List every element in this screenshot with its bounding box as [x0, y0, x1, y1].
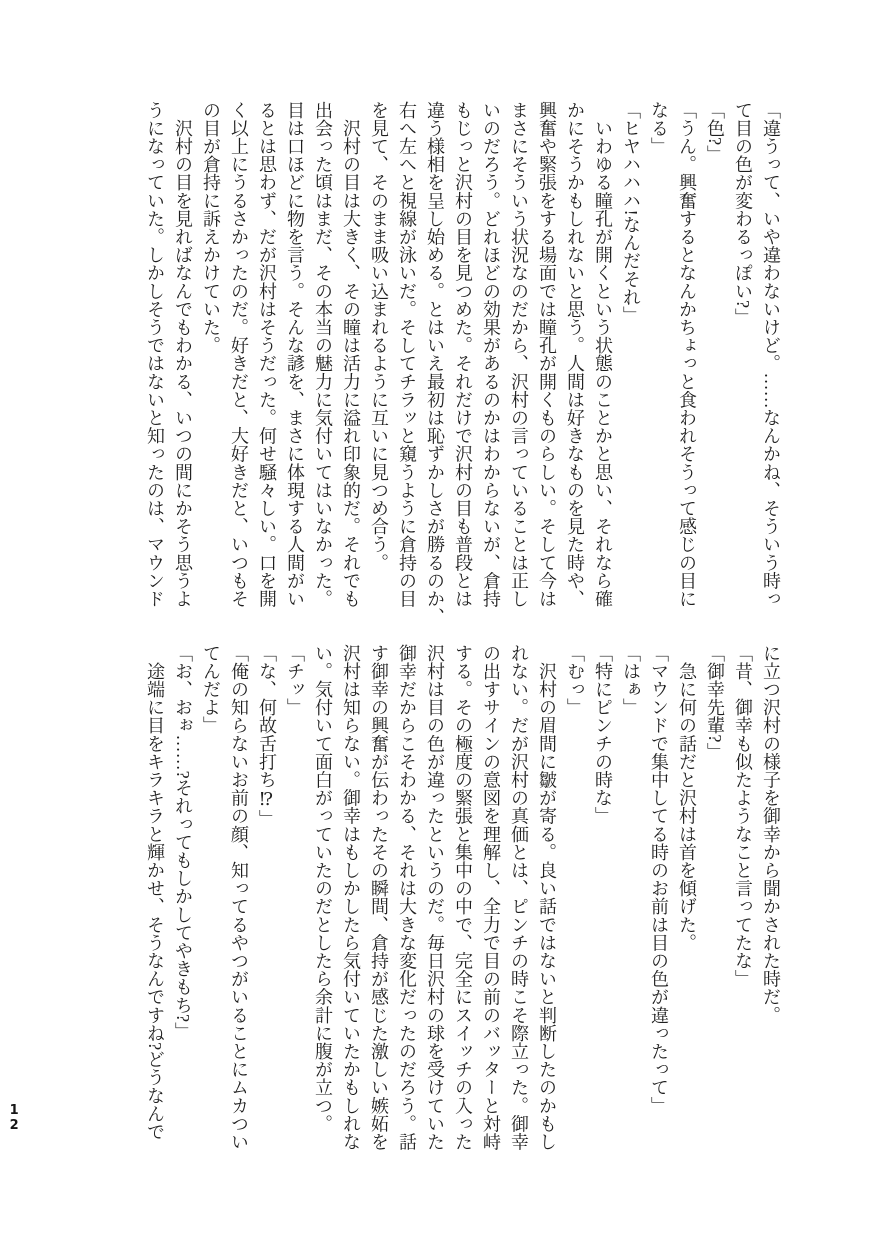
text-line: てんだよ」: [201, 644, 221, 735]
text-line: い。気付いて面白がっていたのだとしたら余計に腹が立つ。: [313, 644, 333, 1133]
text-line: 右へ左へと視線が泳いだ。そしてチラッと窺うように倉持の目: [397, 101, 417, 608]
upper-text-block: [141, 101, 785, 626]
text-line: 「マウンドで集中してる時のお前は目の色が違ったって」: [649, 644, 669, 1115]
text-line: 「違うって、いや違わないけど。……なんかね、そういう時っ: [761, 101, 781, 608]
text-line: かにそうかもしれないと思う。人間は好きなものを見た時や、: [565, 101, 585, 608]
text-line: 「色?」: [705, 101, 725, 164]
text-line: 沢村は知らない。御幸はもしかしたら気付いていたかもしれな: [341, 644, 361, 1151]
text-line: 「俺の知らないお前の顔、知ってるやつがいることにムカつい: [229, 644, 249, 1151]
text-line: 目は口ほどに物を言う。そんな諺を、まさに体現する人間がい: [285, 101, 305, 608]
text-line: 出会った頃はまだ、その本当の魅力に気付いてはいなかった。: [313, 101, 333, 608]
text-line: す御幸の興奮が伝わったその瞬間、倉持が感じた激しい嫉妬を: [369, 644, 389, 1151]
text-line: いのだろう。どれほどの効果があるのかはわからないが、倉持: [481, 101, 501, 608]
text-line: する。その極度の緊張と集中の中で、完全にスイッチの入った: [453, 644, 473, 1151]
text-line: るとは思わず、だが沢村はそうだった。何せ騒々しい。口を開: [257, 101, 277, 608]
text-line: を見て、そのまま吸い込まれるように互いに見つめ合う。: [369, 101, 389, 572]
text-line: 「な、何故舌打ち⁉」: [257, 644, 277, 828]
text-line: 「お、おぉ……?それってもしかしてやきもち?」: [173, 644, 193, 1041]
text-line: 「特にピンチの時な」: [593, 644, 613, 825]
text-line: 沢村の目は大きく、その瞳は活力に溢れ印象的だ。それでも: [341, 101, 361, 608]
text-line: て目の色が変わるっぽい?」: [733, 101, 753, 327]
text-line: 「ヒヤハハハ!なんだそれ」: [621, 101, 641, 325]
text-line: 興奮や緊張をする場面では瞳孔が開くものらしい。そして今は: [537, 101, 557, 608]
text-line: もじっと沢村の目を見つめた。それだけで沢村の目も普段とは: [453, 101, 473, 608]
text-line: 沢村の眉間に皺が寄る。良い話ではないと判断したのかもし: [537, 644, 557, 1151]
text-line: 「はぁ」: [621, 644, 641, 717]
text-line: 途端に目をキラキラと輝かせ、そうなんですね?どうなんで: [145, 644, 165, 1141]
text-line: いわゆる瞳孔が開くという状態のことかと思い、それなら確: [593, 101, 613, 608]
text-line: まさにそういう状況なのだから、沢村の言っていることは正し: [509, 101, 529, 608]
text-line: 沢村の目を見ればなんでもわかる、いつの間にかそう思うよ: [173, 101, 193, 608]
text-line: 違う様相を呈し始める。とはいえ最初は恥ずかしさが勝るのか、: [425, 101, 445, 626]
text-line: く以上にうるさかったのだ。好きだと、大好きだと、いつもそ: [229, 101, 249, 608]
text-line: 急に何の話だと沢村は首を傾げた。: [677, 644, 697, 952]
text-line: 沢村は目の色が違ったというのだ。毎日沢村の球を受けていた: [425, 644, 445, 1151]
lower-text-block: [141, 644, 785, 1150]
text-line: なる」: [649, 101, 669, 156]
text-line: の目が倉持に訴えかけていた。: [201, 101, 221, 355]
text-line: 御幸だからこそわかる、それは大きな変化だったのだろう。話: [397, 644, 417, 1151]
text-line: うになっていた。しかしそうではないと知ったのは、マウンド: [145, 101, 165, 608]
page-number: 12: [6, 1103, 22, 1133]
text-line: に立つ沢村の様子を御幸から聞かされた時だ。: [761, 644, 781, 1025]
text-line: 「うん。興奮するとなんかちょっと食われそうって感じの目に: [677, 101, 697, 608]
text-line: 「昔、御幸も似たようなこと言ってたな」: [733, 644, 753, 988]
text-line: の出すサインの意図を理解し、全力で目の前のバッターと対峙: [481, 644, 501, 1151]
text-line: 「チッ」: [285, 644, 305, 717]
text-line: 「むっ」: [565, 644, 585, 717]
text-line: 「御幸先輩?」: [705, 644, 725, 761]
text-line: れない。だが沢村の真価とは、ピンチの時こそ際立った。御幸: [509, 644, 529, 1151]
